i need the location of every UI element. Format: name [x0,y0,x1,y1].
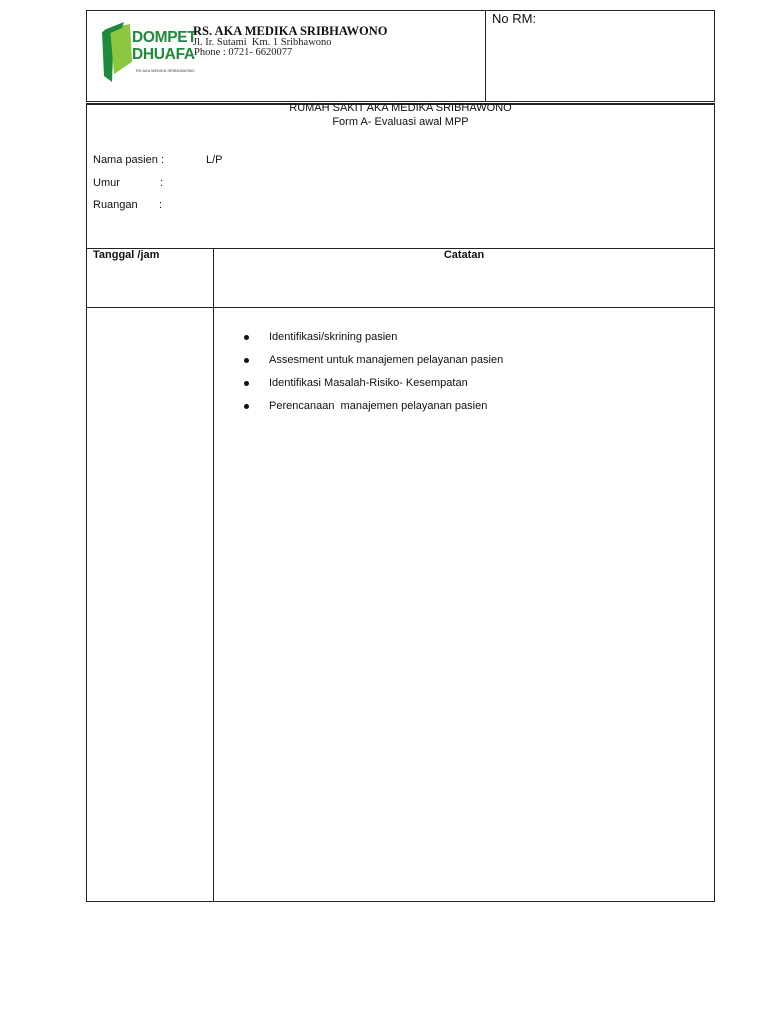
list-item [244,331,398,354]
logo-line-dompet: DOMPET [132,29,197,46]
logo-wordmark [132,29,197,63]
list-item [244,354,504,377]
table-column-divider [213,248,214,902]
lp-label: L/P [206,154,223,166]
ruangan-label: Ruangan [93,199,138,211]
bullet-icon [244,335,249,340]
bullet-icon [244,381,249,386]
header-divider [485,10,486,102]
umur-colon: : [160,177,164,189]
form-box [86,103,715,902]
list-item [244,400,488,423]
bullet-text: Assesment untuk manajemen pelayanan pasien [269,354,504,366]
hospital-name: RS. AKA MEDIKA SRIBHAWONO [193,24,388,38]
column-header-tanggal: Tanggal /jam [93,249,160,261]
umur-label: Umur [93,177,120,189]
ruangan-colon: : [159,199,163,211]
hospital-address: Jl. Ir. Sutami Km. 1 Sribhawono [193,37,332,48]
bullet-icon [244,404,249,409]
bullet-text: Identifikasi/skrining pasien [269,331,398,343]
form-title-form: Form A- Evaluasi awal MPP [332,116,469,128]
table-header-line [86,307,715,308]
logo-subtext: RS AKA MEDIKA SRIBHAWONO [136,69,195,73]
hospital-phone: Phone : 0721- 6620077 [194,47,293,58]
no-rm-label: No RM: [492,11,537,26]
nama-pasien-label: Nama pasien : [93,154,164,166]
list-item [244,377,468,400]
bullet-text: Identifikasi Masalah-Risiko- Kesempatan [269,377,468,389]
bullet-icon [244,358,249,363]
bullet-text: Perencanaan manajemen pelayanan pasien [269,400,488,412]
column-header-catatan: Catatan [443,249,485,261]
form-title-hospital: RUMAH SAKIT AKA MEDIKA SRIBHAWONO [289,102,512,114]
logo-line-dhuafa: DHUAFA [132,46,195,63]
catatan-bullet-list [244,331,504,423]
